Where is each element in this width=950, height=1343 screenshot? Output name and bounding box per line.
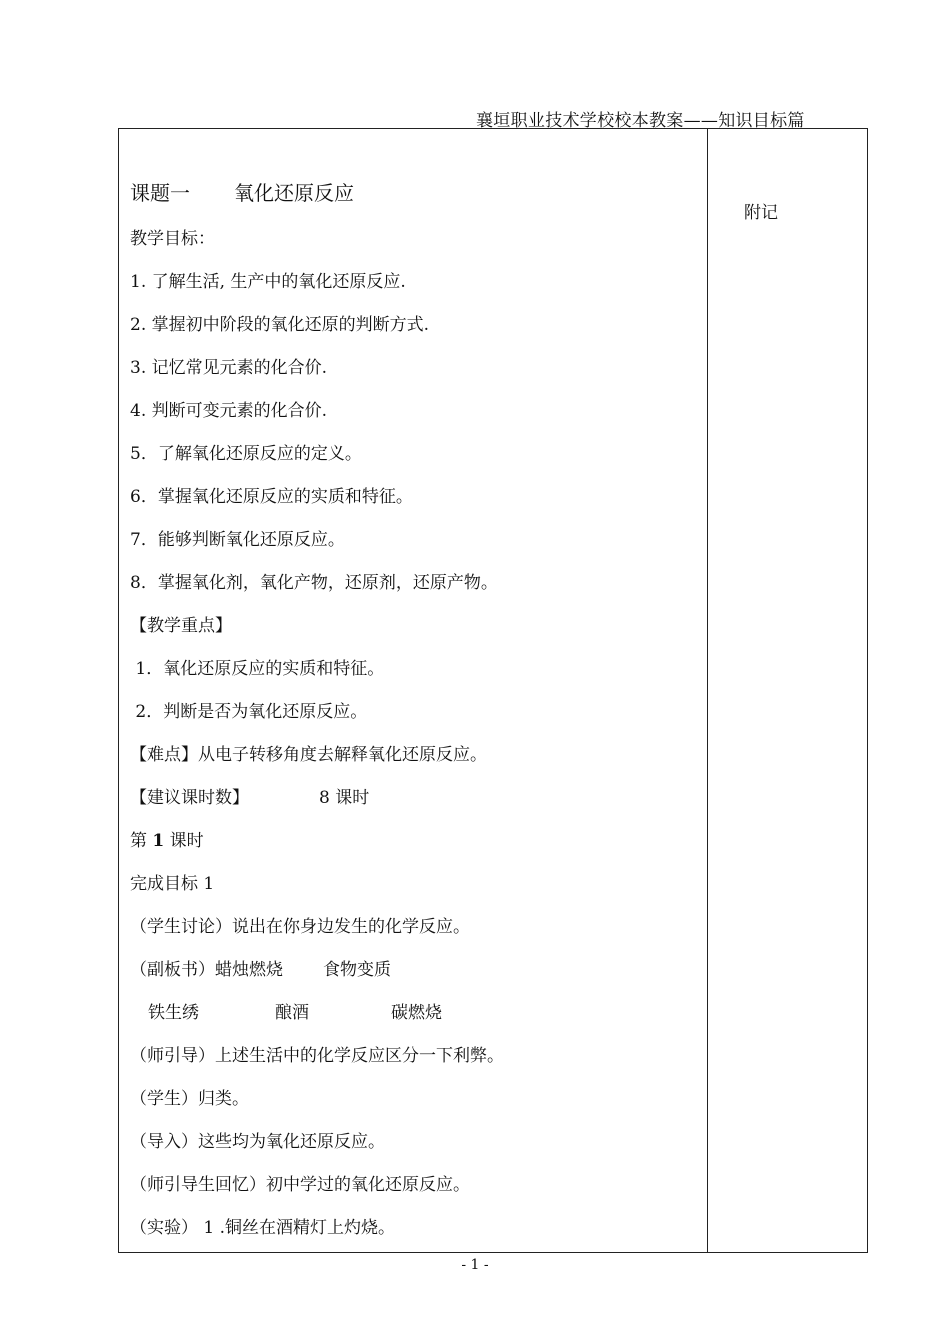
- blackboard-label: （副板书）蜡烛燃烧: [130, 960, 283, 980]
- activity-line: （学生讨论）说出在你身边发生的化学反应。: [130, 917, 470, 937]
- objectives-heading: 教学目标：: [130, 229, 215, 249]
- objective-item: 1. 了解生活, 生产中的氧化还原反应.: [130, 272, 406, 292]
- key-point-item: 2．判断是否为氧化还原反应。: [130, 702, 368, 722]
- blackboard-item: 食物变质: [323, 960, 391, 980]
- blackboard-row-2: [130, 998, 700, 1041]
- session-prefix: 第: [130, 831, 153, 851]
- activity-line: （导入）这些均为氧化还原反应。: [130, 1132, 385, 1152]
- blackboard-item: 铁生绣: [148, 1003, 199, 1023]
- side-note-label: 附记: [744, 203, 778, 223]
- goal-line: 完成目标 1: [130, 874, 215, 894]
- activity-line: （学生）归类。: [130, 1089, 249, 1109]
- page-number: - 1 -: [461, 1257, 489, 1273]
- key-points-heading: 【教学重点】: [130, 616, 232, 636]
- column-divider: [707, 128, 708, 1253]
- topic-title: 氧化还原反应: [234, 181, 354, 205]
- session-suffix: 课时: [164, 831, 204, 851]
- session-number: 1: [152, 831, 165, 851]
- hours-line: [130, 783, 700, 826]
- key-point-item: 1．氧化还原反应的实质和特征。: [130, 659, 385, 679]
- difficulty-line: 【难点】从电子转移角度去解释氧化还原反应。: [130, 745, 487, 765]
- hours-value: 8 课时: [319, 788, 370, 808]
- objective-item: 3. 记忆常见元素的化合价.: [130, 358, 328, 378]
- activity-line: （实验） 1 .铜丝在酒精灯上灼烧。: [130, 1218, 396, 1238]
- objective-item: 2. 掌握初中阶段的氧化还原的判断方式.: [130, 315, 430, 335]
- objective-item: 4. 判断可变元素的化合价.: [130, 401, 328, 421]
- blackboard-item: 酿酒: [275, 1003, 309, 1023]
- lesson-content: [130, 178, 700, 1256]
- activity-line: （师引导）上述生活中的化学反应区分一下利弊。: [130, 1046, 504, 1066]
- blackboard-line: [130, 955, 700, 998]
- hours-label: 【建议课时数】: [130, 788, 249, 808]
- activity-line: （师引导生回忆）初中学过的氧化还原反应。: [130, 1175, 470, 1195]
- objective-item: 8．掌握氧化剂，氧化产物，还原剂，还原产物。: [130, 573, 498, 593]
- topic-label: 课题一: [130, 181, 190, 205]
- topic-line: [130, 178, 700, 224]
- document-header: 襄垣职业技术学校校本教案——知识目标篇: [476, 111, 805, 131]
- objective-item: 6．掌握氧化还原反应的实质和特征。: [130, 487, 413, 507]
- blackboard-item: 碳燃烧: [391, 1003, 442, 1023]
- session-line: [130, 826, 700, 869]
- objective-item: 7．能够判断氧化还原反应。: [130, 530, 345, 550]
- objective-item: 5．了解氧化还原反应的定义。: [130, 444, 362, 464]
